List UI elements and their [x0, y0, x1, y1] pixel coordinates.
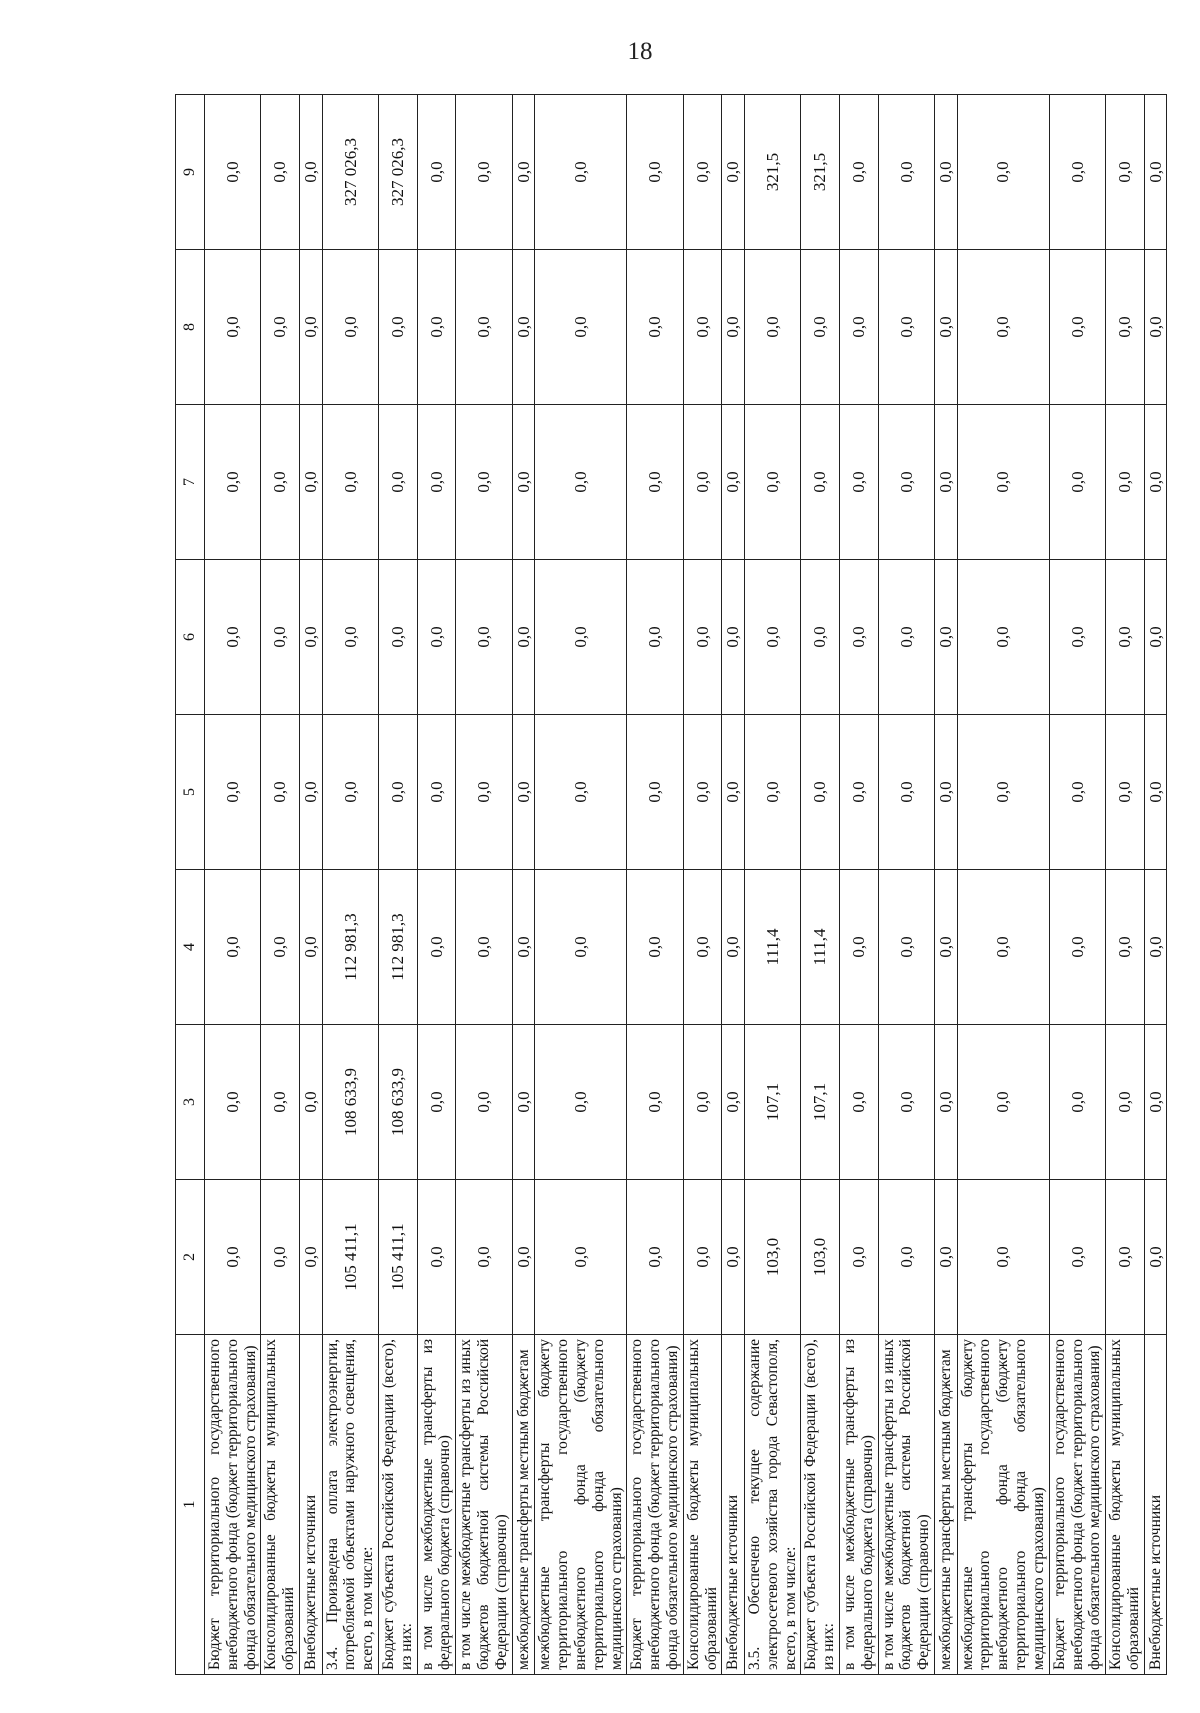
value-cell: 0,0: [261, 560, 300, 715]
value-cell: 0,0: [1049, 870, 1105, 1025]
value-cell: 0,0: [1144, 1180, 1167, 1335]
value-cell: 0,0: [512, 1180, 535, 1335]
value-cell: 0,0: [535, 250, 627, 405]
value-cell: 0,0: [261, 1180, 300, 1335]
value-cell: 0,0: [627, 560, 683, 715]
value-cell: 0,0: [417, 715, 456, 870]
value-cell: 0,0: [683, 560, 722, 715]
row-label: в том числе межбюджетные трансферты из федерального бюджета (справочно): [840, 1335, 879, 1675]
value-cell: 0,0: [683, 870, 722, 1025]
value-cell: 0,0: [935, 870, 958, 1025]
table-row: [627, 95, 683, 1675]
value-cell: 0,0: [456, 1180, 512, 1335]
row-label: Внебюджетные источники: [1144, 1335, 1167, 1675]
value-cell: 0,0: [456, 715, 512, 870]
value-cell: 0,0: [300, 870, 323, 1025]
value-cell: 0,0: [1106, 1180, 1145, 1335]
budget-table: [175, 94, 1167, 1675]
row-label: 3.5. Обеспечено текущее содержание электросетевого хозяйства города Севастополя, всего, в том числе:: [744, 1335, 800, 1675]
table-row: [300, 95, 323, 1675]
value-cell: 0,0: [535, 1025, 627, 1180]
value-cell: 0,0: [535, 715, 627, 870]
row-label: в том числе межбюджетные трансферты из иных бюджетов бюджетной системы Российской Федерации (справочно): [878, 1335, 934, 1675]
value-cell: 0,0: [512, 250, 535, 405]
table-row: [512, 95, 535, 1675]
value-cell: 105 411,1: [379, 1180, 418, 1335]
value-cell: 0,0: [840, 560, 879, 715]
value-cell: 0,0: [512, 715, 535, 870]
value-cell: 0,0: [878, 870, 934, 1025]
value-cell: 0,0: [722, 560, 745, 715]
table-row: [261, 95, 300, 1675]
header-row: [176, 95, 205, 1675]
value-cell: 0,0: [957, 250, 1049, 405]
value-cell: 0,0: [417, 560, 456, 715]
value-cell: 0,0: [322, 715, 378, 870]
value-cell: 105 411,1: [322, 1180, 378, 1335]
value-cell: 0,0: [1106, 1025, 1145, 1180]
table-row: [535, 95, 627, 1675]
value-cell: 0,0: [512, 1025, 535, 1180]
value-cell: 0,0: [1144, 1025, 1167, 1180]
value-cell: 0,0: [722, 1180, 745, 1335]
value-cell: 0,0: [379, 405, 418, 560]
value-cell: 0,0: [417, 1025, 456, 1180]
value-cell: 0,0: [1106, 560, 1145, 715]
column-header: 3: [176, 1025, 205, 1180]
value-cell: 0,0: [627, 715, 683, 870]
row-label: в том числе межбюджетные трансферты из федерального бюджета (справочно): [417, 1335, 456, 1675]
value-cell: 0,0: [205, 870, 261, 1025]
value-cell: 0,0: [205, 405, 261, 560]
value-cell: 0,0: [1049, 715, 1105, 870]
table-row: [1144, 95, 1167, 1675]
value-cell: 0,0: [722, 870, 745, 1025]
column-header: 9: [176, 95, 205, 250]
column-header: 5: [176, 715, 205, 870]
value-cell: 0,0: [627, 95, 683, 250]
value-cell: 0,0: [261, 870, 300, 1025]
value-cell: 111,4: [801, 870, 840, 1025]
value-cell: 0,0: [417, 1180, 456, 1335]
value-cell: 0,0: [957, 1025, 1049, 1180]
value-cell: 0,0: [322, 560, 378, 715]
value-cell: 0,0: [417, 405, 456, 560]
value-cell: 0,0: [722, 250, 745, 405]
value-cell: 0,0: [512, 95, 535, 250]
value-cell: 0,0: [1144, 560, 1167, 715]
value-cell: 0,0: [205, 250, 261, 405]
value-cell: 0,0: [1144, 95, 1167, 250]
value-cell: 0,0: [300, 560, 323, 715]
value-cell: 0,0: [744, 560, 800, 715]
value-cell: 0,0: [261, 250, 300, 405]
row-label: межбюджетные трансферты местным бюджетам: [935, 1335, 958, 1675]
value-cell: 0,0: [379, 715, 418, 870]
value-cell: 0,0: [878, 405, 934, 560]
value-cell: 0,0: [878, 560, 934, 715]
value-cell: 0,0: [300, 715, 323, 870]
value-cell: 0,0: [1144, 250, 1167, 405]
table-row: [957, 95, 1049, 1675]
row-label: Бюджет территориального государственного внебюджетного фонда (бюджет территориального фонда обязательного медицинского страхования): [1049, 1335, 1105, 1675]
column-header: 4: [176, 870, 205, 1025]
value-cell: 0,0: [1049, 560, 1105, 715]
row-label: Бюджет субъекта Российской Федерации (всего), из них:: [801, 1335, 840, 1675]
table-row: [417, 95, 456, 1675]
row-label: Консолидированные бюджеты муниципальных образований: [683, 1335, 722, 1675]
value-cell: 0,0: [535, 1180, 627, 1335]
value-cell: 0,0: [683, 715, 722, 870]
value-cell: 0,0: [1106, 405, 1145, 560]
value-cell: 0,0: [417, 95, 456, 250]
value-cell: 0,0: [205, 1180, 261, 1335]
value-cell: 0,0: [683, 250, 722, 405]
value-cell: 103,0: [801, 1180, 840, 1335]
value-cell: 108 633,9: [322, 1025, 378, 1180]
value-cell: 0,0: [683, 1180, 722, 1335]
value-cell: 0,0: [840, 1180, 879, 1335]
value-cell: 0,0: [683, 1025, 722, 1180]
row-label: в том числе межбюджетные трансферты из иных бюджетов бюджетной системы Российской Федерации (справочно): [456, 1335, 512, 1675]
row-label: межбюджетные трансферты местным бюджетам: [512, 1335, 535, 1675]
value-cell: 0,0: [261, 1025, 300, 1180]
value-cell: 0,0: [840, 250, 879, 405]
value-cell: 0,0: [683, 405, 722, 560]
row-label: межбюджетные трансферты бюджету территориального государственного внебюджетного фонда (бюджету территориального фонда обязательного медицинского страхования): [535, 1335, 627, 1675]
value-cell: 0,0: [456, 95, 512, 250]
value-cell: 0,0: [535, 870, 627, 1025]
table-body: [205, 95, 1167, 1675]
value-cell: 0,0: [322, 250, 378, 405]
table-row: [379, 95, 418, 1675]
value-cell: 0,0: [957, 95, 1049, 250]
row-label: Консолидированные бюджеты муниципальных образований: [1106, 1335, 1145, 1675]
value-cell: 0,0: [512, 870, 535, 1025]
value-cell: 327 026,3: [379, 95, 418, 250]
value-cell: 107,1: [801, 1025, 840, 1180]
value-cell: 0,0: [205, 1025, 261, 1180]
value-cell: 107,1: [744, 1025, 800, 1180]
value-cell: 0,0: [627, 405, 683, 560]
value-cell: 0,0: [878, 1025, 934, 1180]
value-cell: 0,0: [261, 405, 300, 560]
value-cell: 0,0: [744, 250, 800, 405]
row-label: Бюджет территориального государственного внебюджетного фонда (бюджет территориального фонда обязательного медицинского страхования): [627, 1335, 683, 1675]
value-cell: 0,0: [801, 250, 840, 405]
value-cell: 0,0: [801, 405, 840, 560]
table-header: [176, 95, 205, 1675]
row-label: Внебюджетные источники: [300, 1335, 323, 1675]
column-header: 8: [176, 250, 205, 405]
value-cell: 0,0: [1049, 95, 1105, 250]
value-cell: 0,0: [722, 405, 745, 560]
row-label: Бюджет субъекта Российской Федерации (всего), из них:: [379, 1335, 418, 1675]
value-cell: 112 981,3: [379, 870, 418, 1025]
column-header: 6: [176, 560, 205, 715]
value-cell: 0,0: [512, 560, 535, 715]
value-cell: 321,5: [744, 95, 800, 250]
table-row: [1049, 95, 1105, 1675]
value-cell: 0,0: [722, 95, 745, 250]
value-cell: 321,5: [801, 95, 840, 250]
value-cell: 0,0: [801, 560, 840, 715]
value-cell: 0,0: [417, 250, 456, 405]
value-cell: 0,0: [957, 560, 1049, 715]
value-cell: 327 026,3: [322, 95, 378, 250]
value-cell: 0,0: [744, 405, 800, 560]
value-cell: 0,0: [935, 715, 958, 870]
value-cell: 0,0: [935, 405, 958, 560]
table-row: [1106, 95, 1145, 1675]
value-cell: 0,0: [840, 405, 879, 560]
value-cell: 0,0: [456, 870, 512, 1025]
value-cell: 0,0: [1144, 405, 1167, 560]
value-cell: 0,0: [205, 95, 261, 250]
row-label: межбюджетные трансферты бюджету территориального государственного внебюджетного фонда (бюджету территориального фонда обязательного медицинского страхования): [957, 1335, 1049, 1675]
value-cell: 0,0: [456, 1025, 512, 1180]
value-cell: 0,0: [261, 95, 300, 250]
value-cell: 0,0: [957, 870, 1049, 1025]
row-label: Бюджет территориального государственного внебюджетного фонда (бюджет территориального фонда обязательного медицинского страхования): [205, 1335, 261, 1675]
table-row: [744, 95, 800, 1675]
value-cell: 0,0: [627, 1180, 683, 1335]
row-label: 3.4. Произведена оплата электроэнергии, потребляемой объектами наружного освещения, всего, в том числе:: [322, 1335, 378, 1675]
value-cell: 0,0: [205, 560, 261, 715]
table-row: [683, 95, 722, 1675]
value-cell: 0,0: [878, 95, 934, 250]
value-cell: 0,0: [456, 560, 512, 715]
value-cell: 0,0: [1049, 405, 1105, 560]
value-cell: 0,0: [456, 405, 512, 560]
value-cell: 0,0: [300, 1180, 323, 1335]
value-cell: 0,0: [535, 95, 627, 250]
column-header: 7: [176, 405, 205, 560]
value-cell: 0,0: [300, 405, 323, 560]
value-cell: 0,0: [722, 715, 745, 870]
value-cell: 0,0: [1144, 870, 1167, 1025]
table-row: [935, 95, 958, 1675]
value-cell: 0,0: [878, 715, 934, 870]
table-row: [801, 95, 840, 1675]
table-row: [878, 95, 934, 1675]
value-cell: 103,0: [744, 1180, 800, 1335]
value-cell: 0,0: [1049, 250, 1105, 405]
value-cell: 0,0: [878, 1180, 934, 1335]
column-header: 1: [176, 1335, 205, 1675]
table-row: [840, 95, 879, 1675]
value-cell: 0,0: [935, 95, 958, 250]
value-cell: 0,0: [627, 1025, 683, 1180]
value-cell: 0,0: [300, 250, 323, 405]
value-cell: 0,0: [535, 405, 627, 560]
table-row: [205, 95, 261, 1675]
value-cell: 0,0: [456, 250, 512, 405]
value-cell: 0,0: [261, 715, 300, 870]
value-cell: 0,0: [627, 250, 683, 405]
value-cell: 0,0: [957, 1180, 1049, 1335]
value-cell: 0,0: [1049, 1180, 1105, 1335]
value-cell: 0,0: [300, 1025, 323, 1180]
page-number: 18: [627, 38, 653, 65]
value-cell: 0,0: [535, 560, 627, 715]
value-cell: 0,0: [935, 250, 958, 405]
value-cell: 0,0: [417, 870, 456, 1025]
value-cell: 0,0: [878, 250, 934, 405]
table-row: [722, 95, 745, 1675]
value-cell: 111,4: [744, 870, 800, 1025]
value-cell: 0,0: [1106, 870, 1145, 1025]
value-cell: 0,0: [840, 715, 879, 870]
value-cell: 0,0: [935, 1180, 958, 1335]
value-cell: 0,0: [512, 405, 535, 560]
value-cell: 0,0: [1106, 715, 1145, 870]
value-cell: 0,0: [722, 1025, 745, 1180]
value-cell: 0,0: [1106, 95, 1145, 250]
value-cell: 0,0: [935, 1025, 958, 1180]
value-cell: 0,0: [840, 95, 879, 250]
value-cell: 0,0: [840, 870, 879, 1025]
value-cell: 112 981,3: [322, 870, 378, 1025]
value-cell: 0,0: [205, 715, 261, 870]
value-cell: 0,0: [300, 95, 323, 250]
value-cell: 0,0: [1049, 1025, 1105, 1180]
value-cell: 0,0: [957, 405, 1049, 560]
value-cell: 0,0: [379, 560, 418, 715]
value-cell: 0,0: [379, 250, 418, 405]
row-label: Консолидированные бюджеты муниципальных образований: [261, 1335, 300, 1675]
row-label: Внебюджетные источники: [722, 1335, 745, 1675]
value-cell: 0,0: [1144, 715, 1167, 870]
value-cell: 0,0: [744, 715, 800, 870]
rotated-table-container: [175, 95, 1165, 1675]
value-cell: 0,0: [801, 715, 840, 870]
table-row: [456, 95, 512, 1675]
value-cell: 0,0: [840, 1025, 879, 1180]
value-cell: 0,0: [683, 95, 722, 250]
value-cell: 0,0: [322, 405, 378, 560]
table-row: [322, 95, 378, 1675]
value-cell: 0,0: [957, 715, 1049, 870]
value-cell: 0,0: [627, 870, 683, 1025]
value-cell: 108 633,9: [379, 1025, 418, 1180]
value-cell: 0,0: [1106, 250, 1145, 405]
value-cell: 0,0: [935, 560, 958, 715]
column-header: 2: [176, 1180, 205, 1335]
